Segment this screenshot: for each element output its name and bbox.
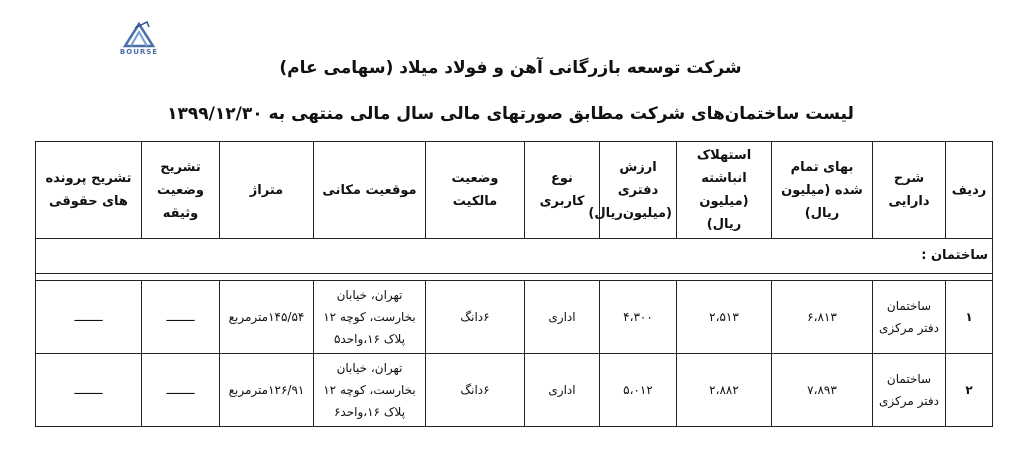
cell-collateral: ــــــــ xyxy=(142,281,220,354)
buildings-table xyxy=(35,141,993,427)
cell-depreciation: ۲،۸۸۲ xyxy=(677,354,772,427)
table-row xyxy=(36,281,993,354)
bourse-logo xyxy=(113,18,165,62)
header-usage: نوع کاربری xyxy=(525,142,600,239)
cell-cost: ۶،۸۱۳ xyxy=(772,281,873,354)
header-collateral: تشریح وضعیت وثیقه xyxy=(142,142,220,239)
logo-text: BOURSE xyxy=(119,48,159,56)
cell-asset-desc: ساختمان دفتر مرکزی xyxy=(873,281,946,354)
header-area: متراژ xyxy=(220,142,314,239)
cell-location xyxy=(314,354,426,427)
spacer-cell xyxy=(36,274,993,281)
cell-cost: ۷،۸۹۳ xyxy=(772,354,873,427)
cell-legal: ــــــــ xyxy=(36,354,142,427)
location-line: بخارست، کوچه ۱۲ xyxy=(323,310,416,324)
cell-book-value: ۴،۳۰۰ xyxy=(600,281,677,354)
header-ownership: وضعیت مالکیت xyxy=(426,142,525,239)
header-cost: بهای تمام شده (میلیون ریال) xyxy=(772,142,873,239)
spacer-row xyxy=(36,274,993,281)
header-book-value: ارزش دفتری (میلیون‌ریال) xyxy=(600,142,677,239)
cell-usage: اداری xyxy=(525,354,600,427)
header-asset-desc: شرح دارایی xyxy=(873,142,946,239)
cell-usage: اداری xyxy=(525,281,600,354)
header-location: موقعیت مکانی xyxy=(314,142,426,239)
bourse-logo-icon xyxy=(113,18,165,50)
cell-area: ۱۴۵/۵۴مترمربع xyxy=(220,281,314,354)
cell-row-no: ۲ xyxy=(946,354,993,427)
cell-collateral: ــــــــ xyxy=(142,354,220,427)
cell-legal: ــــــــ xyxy=(36,281,142,354)
location-line: تهران، خیابان xyxy=(336,361,403,375)
cell-row-no: ۱ xyxy=(946,281,993,354)
cell-asset-desc: ساختمان دفتر مرکزی xyxy=(873,354,946,427)
cell-area: ۱۲۶/۹۱مترمربع xyxy=(220,354,314,427)
section-label: ساختمان : xyxy=(36,239,993,274)
report-title: لیست ساختمان‌های شرکت مطابق صورتهای مالی سال مالی منتهی به ۱۳۹۹/۱۲/۳۰ xyxy=(167,104,854,124)
header-row-no: ردیف xyxy=(946,142,993,239)
location-line: پلاک ۱۶،واحد۵ xyxy=(333,332,406,346)
header-depreciation: استهلاک انباشته (میلیون ریال) xyxy=(677,142,772,239)
header-legal: تشریح پرونده های حقوقی xyxy=(36,142,142,239)
table-row xyxy=(36,354,993,427)
cell-depreciation: ۲،۵۱۳ xyxy=(677,281,772,354)
cell-ownership: ۶دانگ xyxy=(426,281,525,354)
section-row xyxy=(36,239,993,274)
company-title: شرکت توسعه بازرگانی آهن و فولاد میلاد (سهامی عام) xyxy=(279,58,742,78)
location-line: تهران، خیابان xyxy=(336,288,403,302)
cell-ownership: ۶دانگ xyxy=(426,354,525,427)
table-header-row xyxy=(36,142,993,239)
cell-location xyxy=(314,281,426,354)
cell-book-value: ۵،۰۱۲ xyxy=(600,354,677,427)
location-line: بخارست، کوچه ۱۲ xyxy=(323,383,416,397)
location-line: پلاک ۱۶،واحد۶ xyxy=(333,405,406,419)
